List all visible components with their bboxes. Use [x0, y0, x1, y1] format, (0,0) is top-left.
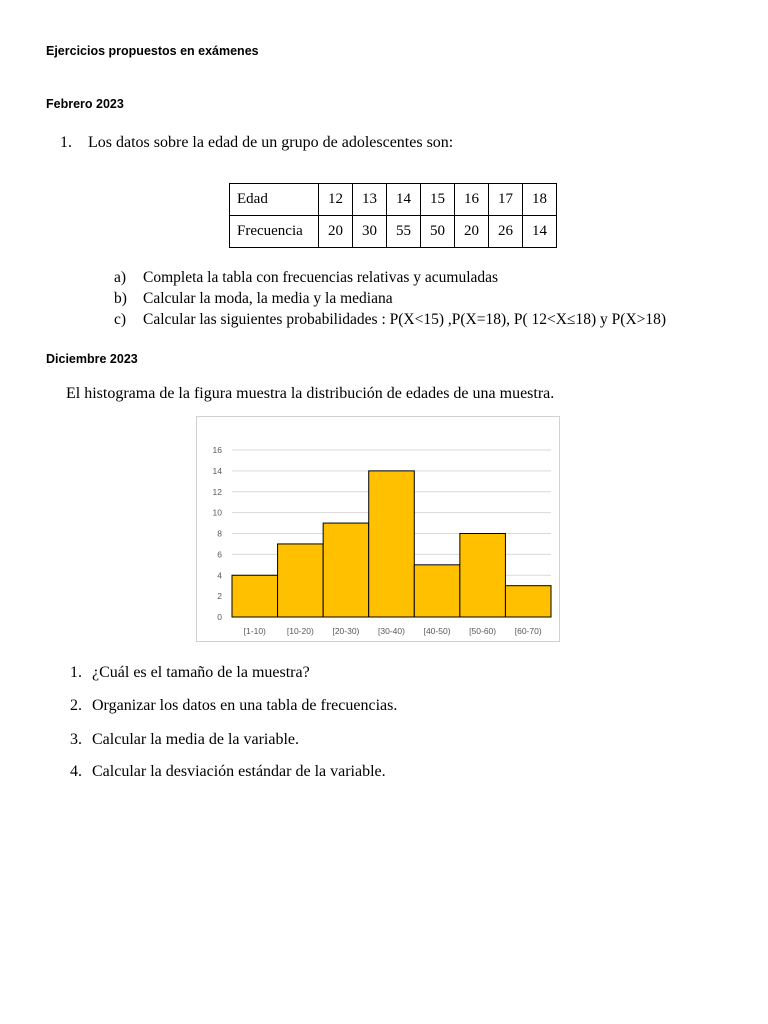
question-text: Organizar los datos en una tabla de frecuencias. — [92, 697, 398, 714]
question-text: ¿Cuál es el tamaño de la muestra? — [92, 664, 310, 681]
histogram-bar — [232, 575, 278, 617]
subitem-text: Calcular la moda, la media y la mediana — [143, 290, 393, 307]
question-text: Los datos sobre la edad de un grupo de adolescentes son: — [88, 134, 454, 151]
histogram-bar — [505, 586, 551, 617]
table-header-cell: Frecuencia — [230, 216, 319, 248]
question-text: Calcular la desviación estándar de la variable. — [92, 763, 386, 780]
histogram-bar — [369, 471, 415, 617]
x-tick-label: [60-70) — [514, 626, 542, 636]
section-date-dic: Diciembre 2023 — [46, 352, 138, 366]
x-tick-label: [10-20) — [286, 626, 314, 636]
x-tick-label: [40-50) — [423, 626, 451, 636]
subitem-b — [114, 290, 393, 308]
y-tick-label: 2 — [217, 591, 222, 602]
y-tick-label: 4 — [217, 570, 222, 581]
question-number: 3. — [70, 731, 82, 748]
table-cell: 13 — [353, 184, 387, 216]
x-tick-label: [20-30) — [332, 626, 360, 636]
histogram-bar — [414, 565, 460, 617]
table-cell: 55 — [387, 216, 421, 248]
subitem-a — [114, 269, 498, 287]
x-tick-label: [1-10) — [243, 626, 266, 636]
table-cell: 50 — [421, 216, 455, 248]
y-tick-label: 10 — [212, 507, 222, 518]
histogram-bar — [323, 523, 369, 617]
question-number: 2. — [70, 697, 82, 714]
histogram-intro: El histograma de la figura muestra la distribución de edades de una muestra. — [66, 385, 555, 402]
table-cell: 15 — [421, 184, 455, 216]
table-cell: 17 — [489, 184, 523, 216]
histogram-bar — [460, 534, 506, 618]
x-tick-label: [30-40) — [378, 626, 405, 636]
table-cell: 20 — [455, 216, 489, 248]
table-cell: 14 — [523, 216, 557, 248]
table-row-edad — [230, 184, 557, 216]
question-item-4 — [70, 763, 386, 781]
x-tick-label: [50-60) — [469, 626, 497, 636]
table-cell: 30 — [353, 216, 387, 248]
histogram-chart — [196, 416, 560, 642]
section-date-feb: Febrero 2023 — [46, 97, 124, 111]
question-number: 1. — [60, 134, 72, 151]
frequency-table — [229, 183, 557, 248]
subitem-label: a) — [114, 269, 127, 286]
subitem-label: c) — [114, 311, 127, 328]
subitem-c — [114, 311, 666, 329]
table-header-cell: Edad — [230, 184, 319, 216]
subitem-text: Completa la tabla con frecuencias relativas y acumuladas — [143, 269, 499, 286]
histogram-svg — [197, 417, 559, 641]
table-cell: 14 — [387, 184, 421, 216]
table-cell: 26 — [489, 216, 523, 248]
subitem-label: b) — [114, 290, 127, 307]
table-cell: 12 — [319, 184, 353, 216]
table-row-frecuencia — [230, 216, 557, 248]
question-number: 1. — [70, 664, 82, 681]
question-item-1 — [70, 664, 310, 682]
table-cell: 20 — [319, 216, 353, 248]
y-tick-label: 12 — [212, 486, 222, 497]
question-text: Calcular la media de la variable. — [92, 731, 300, 748]
question-1-feb — [60, 134, 453, 152]
histogram-bar — [278, 544, 324, 617]
y-tick-label: 8 — [217, 528, 222, 539]
question-number: 4. — [70, 763, 82, 780]
y-tick-label: 0 — [217, 612, 222, 622]
document-heading: Ejercicios propuestos en exámenes — [46, 44, 259, 58]
question-item-2 — [70, 697, 397, 715]
y-tick-label: 6 — [217, 549, 222, 560]
table-cell: 16 — [455, 184, 489, 216]
subitem-text: Calcular las siguientes probabilidades : P(X<15) ,P(X=18), P( 12<X≤18) y P(X>18) — [143, 311, 667, 328]
y-tick-label: 14 — [212, 465, 222, 476]
question-item-3 — [70, 731, 299, 749]
y-tick-label: 16 — [212, 445, 222, 455]
table-cell: 18 — [523, 184, 557, 216]
